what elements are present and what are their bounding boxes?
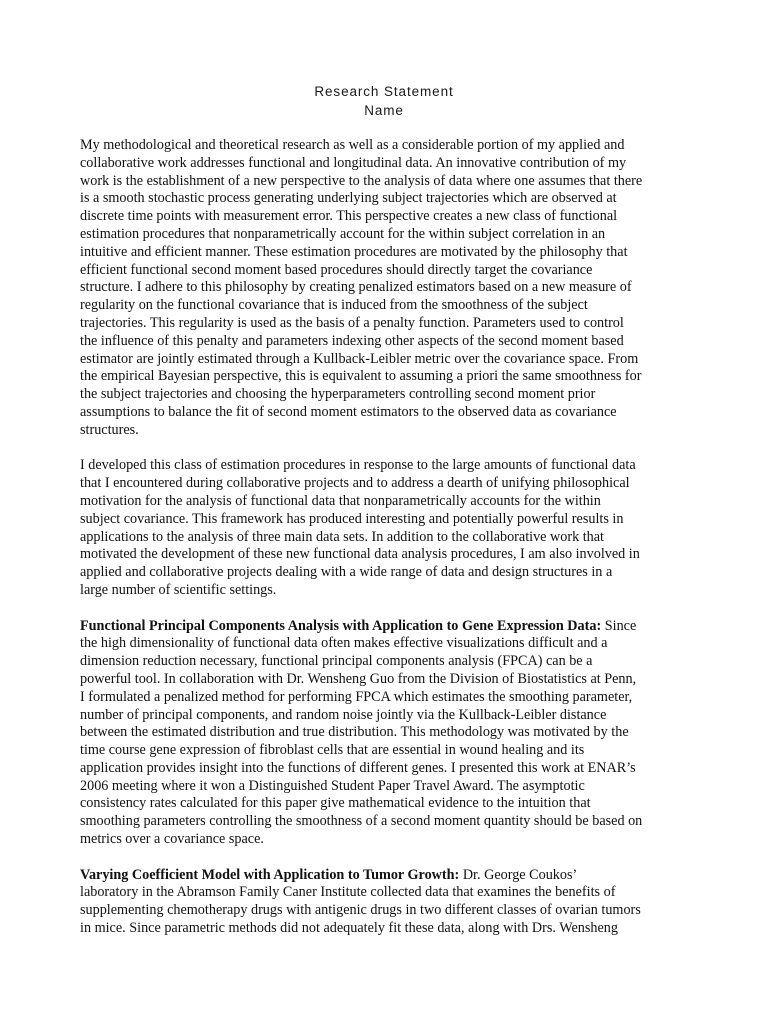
- text-line: estimation procedures that nonparametrically account for the within subject correlation in an: [80, 225, 606, 242]
- text-line: applications to the analysis of three main data sets. In addition to the collaborative work that: [80, 528, 605, 545]
- document-title: Research Statement: [314, 84, 454, 99]
- text-line: work is the establishment of a new perspective to the analysis of data where one assumes that there: [80, 172, 643, 189]
- paragraph-intro: [80, 137, 690, 440]
- section-heading-varying-coefficient: Varying Coefficient Model with Application to Tumor Growth:: [80, 866, 460, 883]
- text-line: consistency rates calculated for this paper give mathematical evidence to the intuition that: [80, 795, 591, 812]
- text-line: dimension reduction necessary, functional principal components analysis (FPCA) can be a: [80, 653, 593, 670]
- text-line: intuitive and efficient manner. These estimation procedures are motivated by the philosophy that: [80, 243, 628, 260]
- author-name: Name: [364, 103, 404, 118]
- text-line: estimator are jointly estimated through a Kullback-Leibler metric over the covariance space. From: [80, 350, 639, 367]
- text-line: 2006 meeting where it won a Distinguished Student Paper Travel Award. The asymptotic: [80, 777, 585, 794]
- text-line: structures.: [80, 421, 139, 438]
- text-line: collaborative work addresses functional and longitudinal data. An innovative contribution of my: [80, 154, 627, 171]
- text-line: I developed this class of estimation procedures in response to the large amounts of functional data: [80, 457, 636, 474]
- paragraph-fpca: [80, 618, 690, 849]
- text-line: motivation for the analysis of functional data that nonparametrically accounts for the within: [80, 492, 601, 509]
- text-line: [80, 867, 690, 885]
- document-body: [80, 137, 690, 956]
- text-line: regularity on the functional covariance that is induced from the smoothness of the subject: [80, 297, 588, 314]
- text-line: metrics over a covariance space.: [80, 831, 264, 848]
- text-line: trajectories. This regularity is used as the basis of a penalty function. Parameters used to control: [80, 314, 624, 331]
- text-line: structure. I adhere to this philosophy by creating penalized estimators based on a new measure of: [80, 279, 632, 296]
- text-line: large number of scientific settings.: [80, 581, 277, 598]
- section-heading-fpca: Functional Principal Components Analysis with Application to Gene Expression Data:: [80, 617, 602, 634]
- text-line: powerful tool. In collaboration with Dr. Wensheng Guo from the Division of Biostatistics at Penn,: [80, 670, 637, 687]
- text-line: time course gene expression of fibroblast cells that are essential in wound healing and its: [80, 742, 585, 759]
- text-line: in mice. Since parametric methods did not adequately fit these data, along with Drs. Wensheng: [80, 920, 618, 937]
- text-line: assumptions to balance the fit of second moment estimators to the observed data as covariance: [80, 403, 617, 420]
- text-line: number of principal components, and random noise jointly via the Kullback-Leibler distance: [80, 706, 607, 723]
- text-line: discrete time points with measurement error. This perspective creates a new class of functional: [80, 208, 618, 225]
- text-line: My methodological and theoretical research as well as a considerable portion of my applied and: [80, 137, 625, 153]
- text-line: laboratory in the Abramson Family Caner Institute collected data that examines the benefits of: [80, 884, 616, 901]
- text-line: between the estimated distribution and true distribution. This methodology was motivated by the: [80, 724, 629, 741]
- text-line: motivated the development of these new functional data analysis procedures, I am also involved in: [80, 546, 640, 563]
- paragraph-motivation: [80, 457, 690, 599]
- text-line: supplementing chemotherapy drugs with antigenic drugs in two different classes of ovarian tumors: [80, 902, 641, 919]
- text-line: smoothing parameters controlling the smoothness of a second moment quantity should be based on: [80, 813, 643, 830]
- text-line: the high dimensionality of functional data often makes effective visualizations difficult and a: [80, 635, 608, 652]
- text-line: the influence of this penalty and parameters indexing other aspects of the second moment based: [80, 332, 624, 349]
- text-line: that I encountered during collaborative projects and to address a dearth of unifying philosophical: [80, 475, 630, 492]
- paragraph-tumor-growth: [80, 867, 690, 938]
- document-header: [0, 82, 768, 120]
- text-line: is a smooth stochastic process generating underlying subject trajectories which are observed at: [80, 190, 617, 207]
- text-line: efficient functional second moment based procedures should directly target the covariance: [80, 261, 593, 278]
- text-line: I formulated a penalized method for performing FPCA which estimates the smoothing parameter,: [80, 688, 633, 705]
- text-line: [80, 618, 690, 636]
- text-line: the subject trajectories and choosing the hyperparameters controlling second moment prior: [80, 386, 596, 403]
- text-line: subject covariance. This framework has produced interesting and potentially powerful results in: [80, 510, 624, 527]
- text-line: applied and collaborative projects dealing with a wide range of data and design structures in a: [80, 564, 613, 581]
- text-line: application provides insight into the functions of different genes. I presented this work at ENAR’s: [80, 759, 636, 776]
- text-fragment: Dr. George Coukos’: [459, 866, 578, 883]
- text-fragment: Since: [601, 617, 637, 634]
- text-line: the empirical Bayesian perspective, this is equivalent to assuming a priori the same smoothness for: [80, 368, 642, 385]
